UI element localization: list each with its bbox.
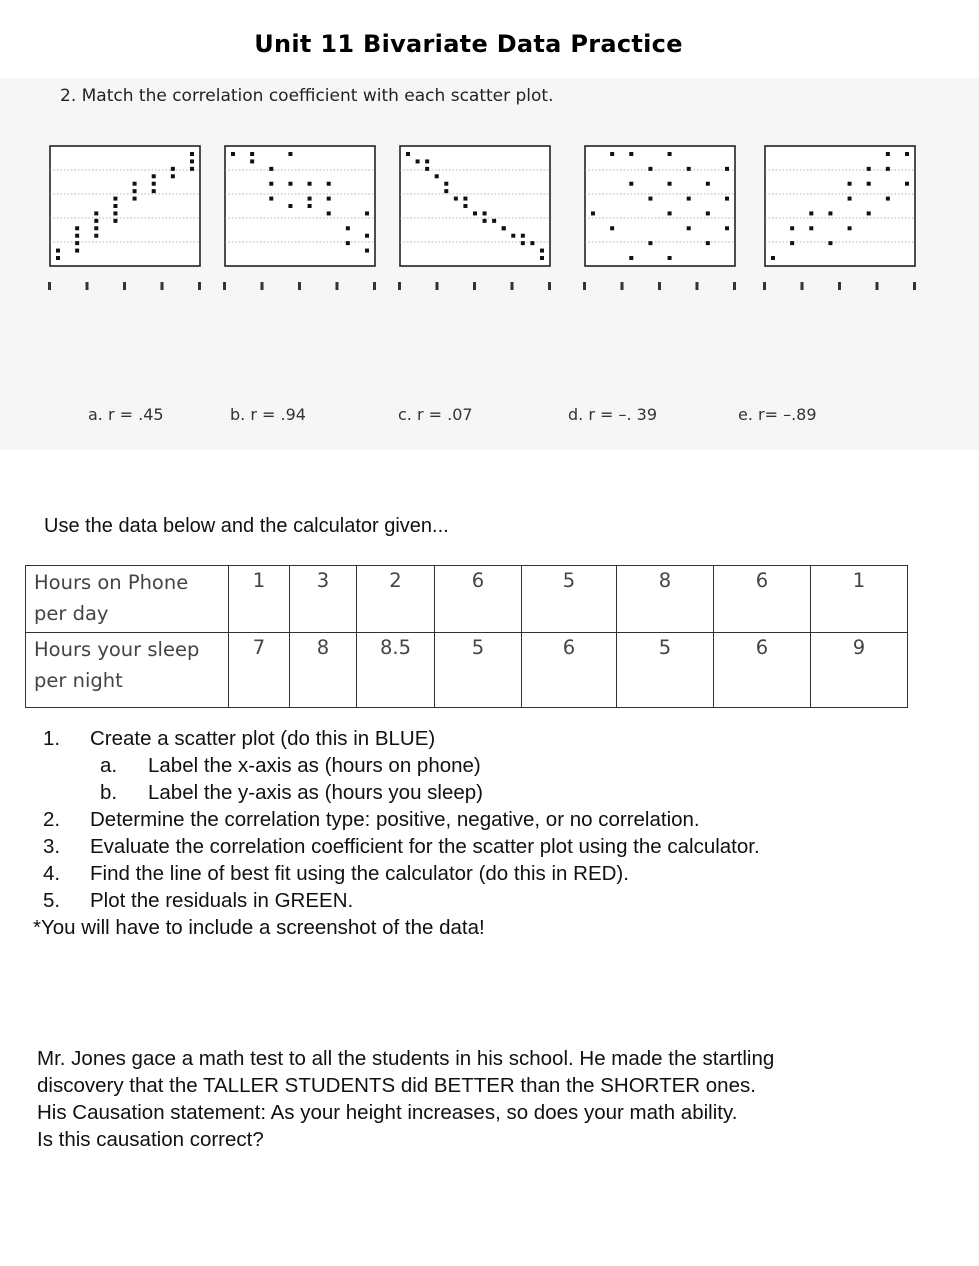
choice-c: c. r = .07: [398, 405, 473, 424]
x-tick-mark: [398, 282, 401, 290]
data-point: [454, 197, 458, 201]
table-cell: 8.5: [357, 633, 435, 708]
data-point: [629, 182, 633, 186]
data-point: [190, 152, 194, 156]
table-cell: 8: [617, 566, 714, 633]
data-point: [530, 241, 534, 245]
plot-frame: [585, 146, 735, 266]
data-point: [905, 152, 909, 156]
data-point: [346, 226, 350, 230]
data-point: [511, 234, 515, 238]
data-point: [610, 226, 614, 230]
x-tick-mark: [621, 282, 624, 290]
data-point: [492, 219, 496, 223]
data-point: [406, 152, 410, 156]
data-point: [725, 226, 729, 230]
scatter-plot-5: [763, 146, 916, 290]
data-point: [725, 167, 729, 171]
causation-question: Mr. Jones gace a math test to all the students in his school. He made the startling discovery that the TALLER STUDENTS did BETTER than the SHORTER ones. His Causation statement: As your height increases, so does your math ability. Is this causation correct?: [37, 1047, 775, 1151]
table-cell: 5: [522, 566, 617, 633]
data-point: [75, 249, 79, 253]
data-point: [113, 219, 117, 223]
data-point: [425, 159, 429, 163]
data-point: [848, 197, 852, 201]
data-point: [706, 241, 710, 245]
data-point: [113, 211, 117, 215]
data-point: [308, 197, 312, 201]
data-point: [848, 226, 852, 230]
data-point: [327, 197, 331, 201]
data-point: [771, 256, 775, 260]
instruction-text: Use the data below and the calculator given...: [44, 515, 449, 537]
x-tick-mark: [336, 282, 339, 290]
data-point: [848, 182, 852, 186]
data-point: [288, 204, 292, 208]
choice-a: a. r = .45: [88, 405, 164, 424]
data-point: [250, 152, 254, 156]
data-point: [790, 226, 794, 230]
plot-frame: [50, 146, 200, 266]
data-point: [269, 197, 273, 201]
x-tick-mark: [123, 282, 126, 290]
data-point: [886, 197, 890, 201]
data-point: [905, 182, 909, 186]
data-point: [152, 182, 156, 186]
data-point: [809, 211, 813, 215]
data-point: [133, 189, 137, 193]
table-cell: 8: [290, 633, 357, 708]
data-point: [288, 152, 292, 156]
data-point: [867, 167, 871, 171]
data-point: [75, 241, 79, 245]
data-table: [25, 565, 908, 708]
data-point: [425, 167, 429, 171]
data-point: [483, 219, 487, 223]
data-point: [521, 234, 525, 238]
x-tick-mark: [48, 282, 51, 290]
table-cell: 2: [357, 566, 435, 633]
data-point: [687, 226, 691, 230]
scatter-plots: [30, 138, 930, 298]
table-cell: 1: [229, 566, 290, 633]
data-point: [190, 159, 194, 163]
data-point: [308, 182, 312, 186]
x-tick-mark: [658, 282, 661, 290]
choice-e: e. r= –.89: [738, 405, 817, 424]
data-point: [152, 174, 156, 178]
data-point: [56, 256, 60, 260]
table-cell: 5: [617, 633, 714, 708]
data-point: [308, 204, 312, 208]
x-tick-mark: [198, 282, 201, 290]
data-point: [648, 167, 652, 171]
data-point: [327, 182, 331, 186]
data-point: [231, 152, 235, 156]
data-point: [725, 197, 729, 201]
x-tick-mark: [473, 282, 476, 290]
data-point: [648, 241, 652, 245]
x-tick-mark: [733, 282, 736, 290]
data-point: [668, 152, 672, 156]
data-point: [629, 152, 633, 156]
data-point: [790, 241, 794, 245]
data-point: [269, 182, 273, 186]
data-point: [152, 189, 156, 193]
table-cell: 3: [290, 566, 357, 633]
x-tick-mark: [373, 282, 376, 290]
row-header-phone: Hours on Phone per day: [26, 566, 229, 633]
data-point: [809, 226, 813, 230]
table-row-phone: [26, 566, 908, 633]
x-tick-mark: [261, 282, 264, 290]
table-cell: 1: [811, 566, 908, 633]
data-point: [706, 211, 710, 215]
data-point: [94, 211, 98, 215]
data-point: [886, 167, 890, 171]
data-point: [133, 197, 137, 201]
data-point: [56, 249, 60, 253]
table-cell: 6: [522, 633, 617, 708]
data-point: [648, 197, 652, 201]
x-tick-mark: [86, 282, 89, 290]
data-point: [521, 241, 525, 245]
x-tick-mark: [696, 282, 699, 290]
data-point: [75, 226, 79, 230]
data-point: [171, 174, 175, 178]
table-cell: 6: [435, 566, 522, 633]
data-point: [502, 226, 506, 230]
choice-b: b. r = .94: [230, 405, 306, 424]
data-point: [94, 234, 98, 238]
table-cell: 7: [229, 633, 290, 708]
x-tick-mark: [161, 282, 164, 290]
data-point: [269, 167, 273, 171]
data-point: [94, 226, 98, 230]
data-point: [444, 182, 448, 186]
data-point: [113, 197, 117, 201]
data-point: [365, 249, 369, 253]
scatter-plot-3: [398, 146, 551, 290]
x-tick-mark: [223, 282, 226, 290]
data-point: [867, 211, 871, 215]
data-point: [668, 211, 672, 215]
data-point: [365, 211, 369, 215]
data-point: [828, 211, 832, 215]
row-header-sleep: Hours your sleep per night: [26, 633, 229, 708]
data-point: [113, 204, 117, 208]
scatter-plot-2: [223, 146, 376, 290]
x-tick-mark: [548, 282, 551, 290]
plot-frame: [225, 146, 375, 266]
data-point: [540, 256, 544, 260]
data-point: [463, 204, 467, 208]
x-tick-mark: [913, 282, 916, 290]
data-point: [687, 197, 691, 201]
scatter-plot-4: [583, 146, 736, 290]
data-point: [327, 211, 331, 215]
data-point: [591, 211, 595, 215]
data-point: [886, 152, 890, 156]
data-point: [365, 234, 369, 238]
data-point: [828, 241, 832, 245]
data-point: [540, 249, 544, 253]
data-point: [190, 167, 194, 171]
table-row-sleep: [26, 633, 908, 708]
data-point: [473, 211, 477, 215]
data-point: [668, 256, 672, 260]
x-tick-mark: [298, 282, 301, 290]
data-point: [463, 197, 467, 201]
worksheet-title: Unit 11 Bivariate Data Practice: [254, 30, 683, 58]
data-point: [687, 167, 691, 171]
data-point: [416, 159, 420, 163]
data-point: [610, 152, 614, 156]
data-point: [75, 234, 79, 238]
x-tick-mark: [801, 282, 804, 290]
data-point: [250, 159, 254, 163]
question-2-prompt: 2. Match the correlation coefficient with each scatter plot.: [60, 86, 554, 106]
data-point: [867, 182, 871, 186]
data-point: [346, 241, 350, 245]
x-tick-mark: [876, 282, 879, 290]
plot-frame: [765, 146, 915, 266]
data-point: [444, 189, 448, 193]
data-point: [94, 219, 98, 223]
x-tick-mark: [763, 282, 766, 290]
data-point: [171, 167, 175, 171]
data-point: [668, 182, 672, 186]
data-point: [483, 211, 487, 215]
plot-frame: [400, 146, 550, 266]
x-tick-mark: [436, 282, 439, 290]
table-cell: 6: [714, 633, 811, 708]
x-tick-mark: [583, 282, 586, 290]
table-cell: 9: [811, 633, 908, 708]
table-cell: 5: [435, 633, 522, 708]
data-point: [133, 182, 137, 186]
scatter-plot-1: [48, 146, 201, 290]
data-point: [629, 256, 633, 260]
x-tick-mark: [838, 282, 841, 290]
choice-d: d. r = –. 39: [568, 405, 658, 424]
data-point: [706, 182, 710, 186]
x-tick-mark: [511, 282, 514, 290]
data-point: [435, 174, 439, 178]
table-cell: 6: [714, 566, 811, 633]
data-point: [288, 182, 292, 186]
